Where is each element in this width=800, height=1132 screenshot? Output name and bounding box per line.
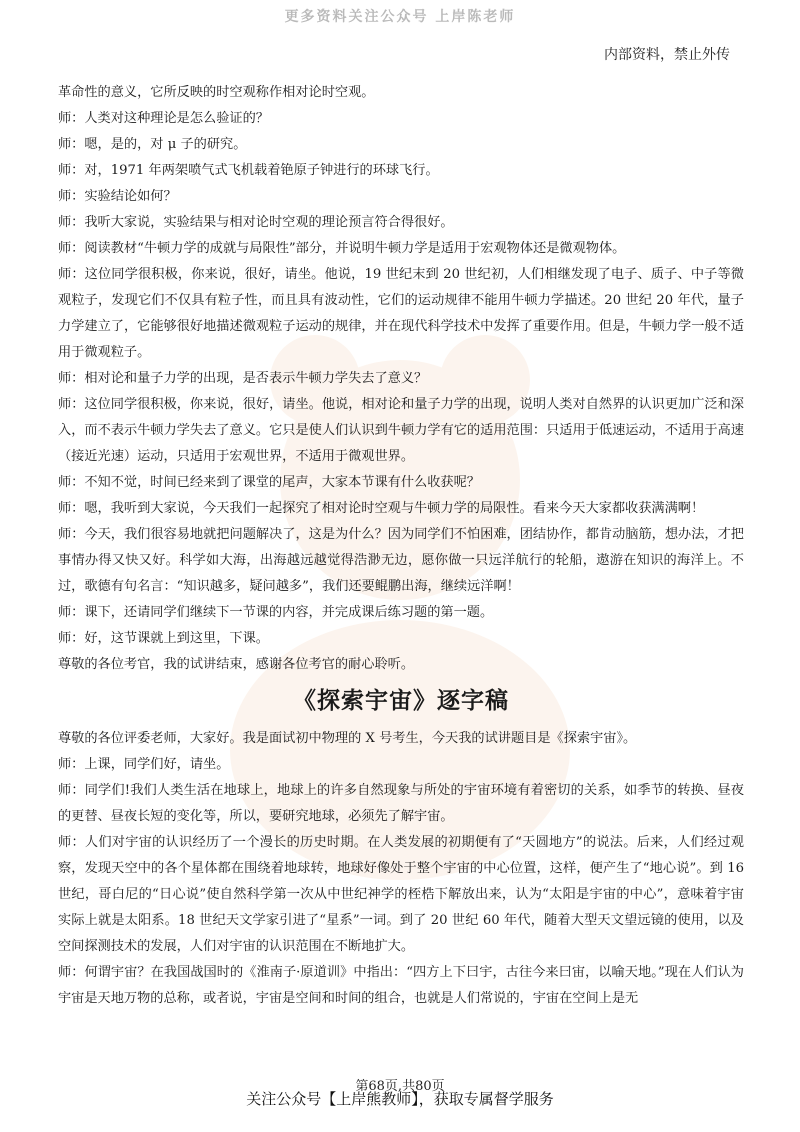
footer-promo: 关注公众号【上岸熊教师】，获取专属督学服务 xyxy=(246,1090,554,1108)
section-title: 《探索宇宙》逐字稿 xyxy=(293,687,509,714)
paragraph: 师：好，这节课就上到这里，下课。 xyxy=(58,631,269,646)
paragraph: 师：嗯，是的，对 μ 子的研究。 xyxy=(58,137,247,152)
paragraph: 师：何谓宇宙？在我国战国时的《淮南子·原道训》中指出：“四方上下曰宇，古往今来曰宙，以喻天地。”现在人们认为宇宙是天地万物的总称，或者说，宇宙是空间和时间的组合，也就是人们常说的，宇宙在空间上是无 xyxy=(58,965,744,1006)
confidential-notice: 内部资料，禁止外传 xyxy=(604,47,730,63)
page-number: 第68页,共80页 xyxy=(355,1079,445,1094)
paragraph: 师：这位同学很积极，你来说，很好，请坐。他说，19 世纪末到 20 世纪初，人们相继发现了电子、质子、中子等微观粒子，发现它们不仅具有粒子性，而且具有波动性，它们的运动规律不能用牛顿力学描述。20 世纪 20 年代，量子力学建立了，它能够很好地描述微观粒子运动的规律，并在现代科学技术中发挥了重要作用。但是，牛顿力学一般不适用于微观粒子。 xyxy=(58,267,744,360)
paragraph: 师：今天，我们很容易地就把问题解决了，这是为什么？因为同学们不怕困难，团结协作，都肯动脑筋，想办法，才把事情办得又快又好。科学如大海，出海越远越觉得浩渺无边，愿你做一只远洋航行的轮船，遨游在知识的海洋上。不过，歌德有句名言：“知识越多，疑问越多”，我们还要鲲鹏出海，继续远洋啊！ xyxy=(58,527,744,594)
paragraph: 师：人类对这种理论是怎么验证的？ xyxy=(58,111,269,126)
paragraph: 尊敬的各位考官，我的试讲结束，感谢各位考官的耐心聆听。 xyxy=(58,657,415,672)
paragraph: 师：阅读教材“牛顿力学的成就与局限性”部分，并说明牛顿力学是适用于宏观物体还是微观物体。 xyxy=(58,241,626,256)
paragraph: 师：相对论和量子力学的出现，是否表示牛顿力学失去了意义？ xyxy=(58,371,428,386)
paragraph: 尊敬的各位评委老师，大家好。我是面试初中物理的 X 号考生，今天我的试讲题目是《探索宇宙》。 xyxy=(58,731,637,746)
paragraph: 师：不知不觉，时间已经来到了课堂的尾声，大家本节课有什么收获呢？ xyxy=(58,475,480,490)
paragraph: 师：这位同学很积极，你来说，很好，请坐。他说，相对论和量子力学的出现，说明人类对自然界的认识更加广泛和深入，而不表示牛顿力学失去了意义。它只是使人们认识到牛顿力学有它的适用范围：只适用于低速运动，不适用于高速（接近光速）运动，只适用于宏观世界，不适用于微观世界。 xyxy=(58,397,744,464)
paragraph: 师：我听大家说，实验结果与相对论时空观的理论预言符合得很好。 xyxy=(58,215,454,230)
paragraph: 师：实验结论如何？ xyxy=(58,189,177,204)
paragraph: 师：对，1971 年两架喷气式飞机载着铯原子钟进行的环球飞行。 xyxy=(58,163,439,178)
paragraph: 师：嗯，我听到大家说，今天我们一起探究了相对论时空观与牛顿力学的局限性。看来今天大家都收获满满啊！ xyxy=(58,501,705,516)
paragraph: 革命性的意义，它所反映的时空观称作相对论时空观。 xyxy=(58,85,375,100)
document-body xyxy=(58,80,744,1012)
paragraph: 师：上课，同学们好，请坐。 xyxy=(58,757,230,772)
paragraph: 师：人们对宇宙的认识经历了一个漫长的历史时期。在人类发展的初期便有了“天圆地方”的说法。后来，人们经过观察，发现天空中的各个星体都在围绕着地球转，地球好像处于整个宇宙的中心位置，这样，便产生了“地心说”。到 16 世纪，哥白尼的“日心说”使自然科学第一次从中世纪神学的桎梏下解放出来，认为“太阳是宇宙的中心”，意味着宇宙实际上就是太阳系。18 世纪天文学家引进了“星系”一词。到了 20 世纪 60 年代，随着大型天文望远镜的使用，以及空间探测技术的发展，人们对宇宙的认识范围在不断地扩大。 xyxy=(58,835,744,954)
top-banner: 更多资料关注公众号 上岸陈老师 xyxy=(284,9,516,25)
paragraph: 师：同学们!我们人类生活在地球上，地球上的许多自然现象与所处的宇宙环境有着密切的关系，如季节的转换、昼夜的更替、昼夜长短的变化等，所以，要研究地球，必须先了解宇宙。 xyxy=(58,783,744,824)
paragraph: 师：课下，还请同学们继续下一节课的内容，并完成课后练习题的第一题。 xyxy=(58,605,494,620)
